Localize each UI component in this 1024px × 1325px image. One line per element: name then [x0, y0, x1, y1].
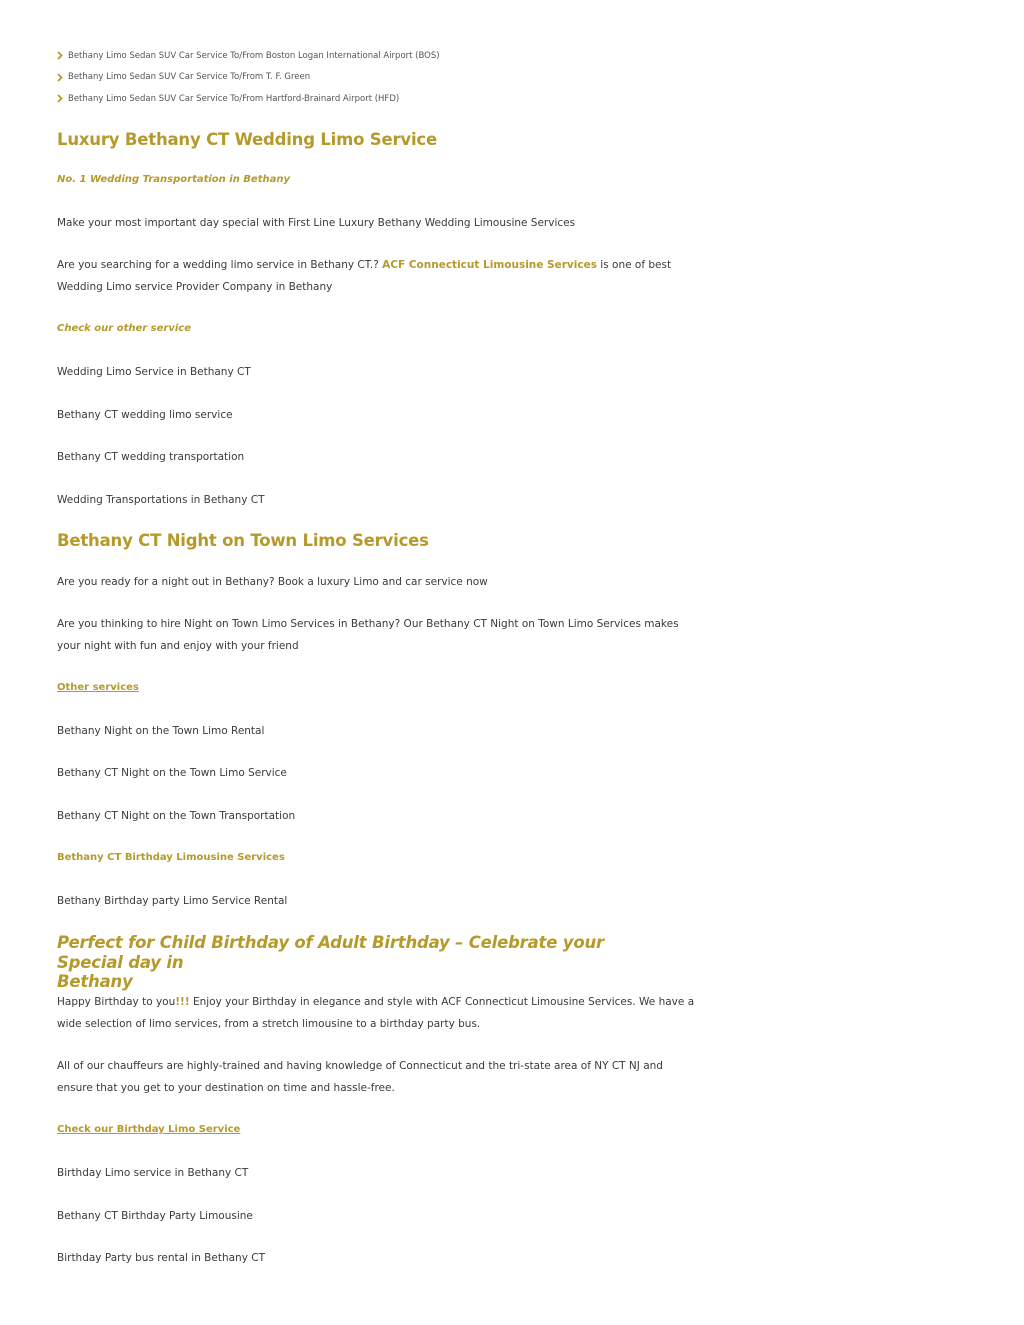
- night-paragraph-line2: your night with fun and enjoy with your friend: [57, 640, 299, 652]
- airport-link-item[interactable]: [57, 67, 440, 89]
- wedding-service-item: Wedding Limo Service in Bethany CT: [57, 366, 251, 378]
- airport-link-item[interactable]: [57, 45, 440, 67]
- night-service-item: Bethany Night on the Town Limo Rental: [57, 725, 265, 737]
- night-intro: Are you ready for a night out in Bethany? Book a luxury Limo and car service now: [57, 576, 488, 588]
- birthday-service-item: Birthday Party bus rental in Bethany CT: [57, 1252, 266, 1264]
- wedding-other-service-label: Check our other service: [57, 323, 191, 334]
- wedding-service-item: Wedding Transportations in Bethany CT: [57, 494, 265, 506]
- birthday-rental-item: Bethany Birthday party Limo Service Rental: [57, 895, 288, 907]
- airport-link-label[interactable]: Bethany Limo Sedan SUV Car Service To/From Boston Logan International Airport (BOS): [68, 50, 440, 61]
- wedding-service-item: Bethany CT wedding transportation: [57, 451, 245, 463]
- birthday-paragraph-line1: [57, 991, 694, 1014]
- chauffeur-paragraph-line2: ensure that you get to your destination on time and hassle-free.: [57, 1082, 395, 1094]
- acf-limousine-link[interactable]: ACF Connecticut Limousine Services: [382, 259, 597, 271]
- birthday-heading-line: Bethany: [57, 972, 133, 991]
- birthday-service-item: Bethany CT Birthday Party Limousine: [57, 1210, 253, 1222]
- airport-link-label[interactable]: Bethany Limo Sedan SUV Car Service To/From Hartford-Brainard Airport (HFD): [68, 93, 400, 104]
- birthday-paragraph-text: Happy Birthday to you: [57, 996, 176, 1008]
- night-paragraph-line1: Are you thinking to hire Night on Town Limo Services in Bethany? Our Bethany CT Night on Town Limo Services makes: [57, 618, 679, 630]
- wedding-intro: Make your most important day special with First Line Luxury Bethany Wedding Limousine Services: [57, 217, 576, 229]
- birthday-paragraph-text: Enjoy your Birthday in elegance and style with ACF Connecticut Limousine Services. We have a: [189, 996, 695, 1008]
- wedding-service-item: Bethany CT wedding limo service: [57, 409, 233, 421]
- night-service-item: Bethany CT Night on the Town Transportation: [57, 810, 296, 822]
- birthday-exclaim: !!!: [175, 996, 190, 1008]
- airport-link-label[interactable]: Bethany Limo Sedan SUV Car Service To/From T. F. Green: [68, 72, 311, 83]
- birthday-services-label[interactable]: Bethany CT Birthday Limousine Services: [57, 852, 285, 863]
- birthday-service-item: Birthday Limo service in Bethany CT: [57, 1167, 249, 1179]
- birthday-heading: [57, 933, 657, 992]
- chevron-right-icon: [57, 94, 63, 103]
- wedding-paragraph-line2: Wedding Limo service Provider Company in Bethany: [57, 281, 333, 293]
- wedding-paragraph-text: is one of best: [596, 259, 672, 271]
- birthday-limo-service-link[interactable]: Check our Birthday Limo Service: [57, 1124, 241, 1135]
- wedding-paragraph: [57, 254, 671, 277]
- airport-links-list: [57, 45, 440, 110]
- airport-link-item[interactable]: [57, 88, 440, 110]
- night-heading: Bethany CT Night on Town Limo Services: [57, 531, 429, 550]
- chevron-right-icon: [57, 73, 63, 82]
- wedding-subheading: No. 1 Wedding Transportation in Bethany: [57, 174, 290, 185]
- wedding-paragraph-text: Are you searching for a wedding limo service in Bethany CT.?: [57, 259, 383, 271]
- birthday-paragraph-line2: wide selection of limo services, from a stretch limousine to a birthday party bus.: [57, 1018, 481, 1030]
- chevron-right-icon: [57, 51, 63, 60]
- wedding-heading: Luxury Bethany CT Wedding Limo Service: [57, 130, 437, 149]
- birthday-heading-line: Perfect for Child Birthday of Adult Birthday – Celebrate your Special day in: [57, 933, 604, 972]
- chauffeur-paragraph-line1: All of our chauffeurs are highly-trained and having knowledge of Connecticut and the tri-state area of NY CT NJ and: [57, 1060, 663, 1072]
- night-other-services-link[interactable]: Other services: [57, 682, 139, 693]
- night-service-item: Bethany CT Night on the Town Limo Service: [57, 767, 287, 779]
